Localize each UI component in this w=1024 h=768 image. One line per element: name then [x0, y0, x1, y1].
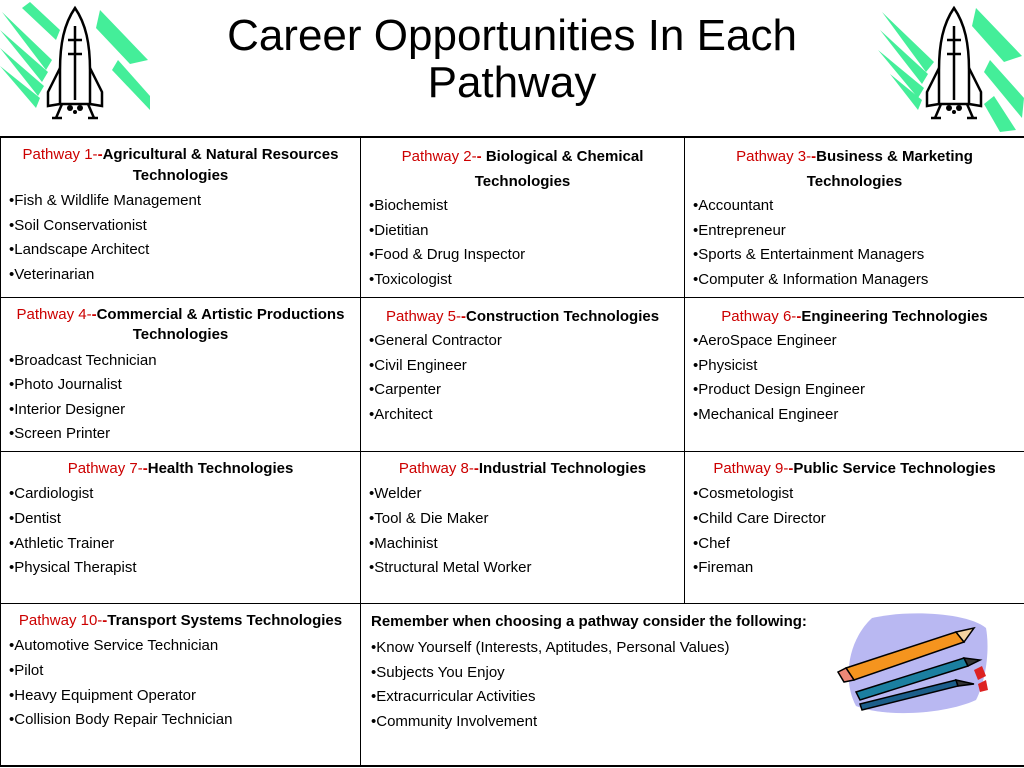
table-row: [1, 297, 1024, 451]
career-item: •Automotive Service Technician: [9, 637, 219, 655]
pathway-name: Construction Technologies: [465, 307, 660, 325]
career-item: •Dietitian: [369, 221, 429, 239]
career-item: •Fish & Wildlife Management: [9, 192, 201, 209]
career-item: •Mechanical Engineer: [693, 405, 839, 423]
pathway-number: Pathway 9--: [713, 459, 794, 477]
career-item: •Veterinarian: [9, 265, 95, 283]
space-shuttle-icon: [0, 0, 150, 135]
pathway-name: Agricultural & Natural Resources Technologies: [102, 146, 339, 184]
career-item: •Interior Designer: [9, 400, 126, 418]
career-item: •Food & Drug Inspector: [369, 246, 526, 264]
career-item: •Biochemist: [369, 197, 448, 215]
career-item: •Civil Engineer: [369, 356, 467, 374]
pathway-name: Engineering Technologies: [801, 307, 988, 325]
career-item: •Dentist: [9, 510, 61, 528]
career-item: •Child Care Director: [693, 510, 826, 528]
pathway-title: [693, 305, 1016, 330]
career-item: •Physicist: [693, 356, 758, 374]
pathway-title: [693, 145, 1016, 194]
pathway-number: Pathway 8--: [398, 459, 479, 477]
career-item: •Athletic Trainer: [9, 534, 115, 552]
career-item: •Physical Therapist: [9, 559, 137, 577]
career-item: •Chef: [693, 534, 730, 552]
pencils-icon: [836, 610, 992, 720]
pathway-name: Public Service Technologies: [793, 459, 996, 477]
career-item: •Screen Printer: [9, 425, 111, 443]
pathway-number: Pathway 2--: [401, 148, 482, 165]
career-item: •Cosmetologist: [693, 485, 794, 503]
pathway-number: Pathway 10--: [18, 611, 108, 629]
pathway-title: [9, 611, 352, 632]
pathway-name: Business & Marketing Technologies: [806, 148, 973, 190]
career-item: •Heavy Equipment Operator: [9, 686, 197, 704]
pathway-name: Transport Systems Technologies: [107, 611, 343, 629]
pathway-title: [369, 305, 676, 330]
pathway-cell-4: [1, 297, 361, 451]
pathway-name: Biological & Chemical Technologies: [474, 148, 644, 190]
pathway-cell-6: [685, 297, 1024, 451]
pathway-cell-2: [361, 137, 685, 297]
career-item: •Fireman: [693, 559, 754, 577]
career-item: •Computer & Information Managers: [693, 270, 929, 288]
career-item: •AeroSpace Engineer: [693, 332, 837, 350]
pathway-cell-5: [361, 297, 685, 451]
pathway-number: Pathway 1--: [22, 146, 103, 163]
pathway-title: [369, 459, 676, 480]
career-item: •Pilot: [9, 662, 44, 680]
career-item: •Broadcast Technician: [9, 351, 157, 369]
pathway-name: Industrial Technologies: [478, 459, 647, 477]
pathway-title: [369, 145, 676, 194]
career-item: •Welder: [369, 485, 422, 503]
slide-title: Career Opportunities In Each Pathway: [227, 11, 797, 107]
table-row: [1, 451, 1024, 603]
pathway-cell-8: [361, 451, 685, 603]
consider-item: •Community Involvement: [371, 712, 538, 730]
career-item: •Toxicologist: [369, 270, 452, 288]
career-item: •Product Design Engineer: [693, 381, 866, 399]
table-row: [1, 137, 1024, 297]
pathway-title: [9, 145, 352, 186]
pathway-cell-10: [1, 603, 361, 766]
career-item: •Cardiologist: [9, 485, 94, 503]
pathway-name: Commercial & Artistic Productions Technologies: [96, 305, 345, 344]
career-item: •Tool & Die Maker: [369, 510, 489, 528]
pathway-cell-1: [1, 137, 361, 297]
career-item: •Entrepreneur: [693, 221, 786, 239]
career-item: •Machinist: [369, 534, 438, 552]
career-item: •Collision Body Repair Technician: [9, 711, 233, 729]
career-item: •Photo Journalist: [9, 376, 122, 394]
consider-item: •Know Yourself (Interests, Aptitudes, Personal Values): [371, 638, 730, 656]
space-shuttle-icon: [876, 0, 1024, 135]
career-item: •Architect: [369, 405, 433, 423]
pathway-title: [9, 459, 352, 480]
career-item: •Carpenter: [369, 381, 441, 399]
consider-item: •Subjects You Enjoy: [371, 663, 505, 681]
career-item: •Sports & Entertainment Managers: [693, 246, 925, 264]
career-item: •Structural Metal Worker: [369, 559, 532, 577]
career-item: •Accountant: [693, 197, 774, 215]
pathway-title: [9, 305, 352, 346]
pathway-cell-7: [1, 451, 361, 603]
pathway-number: Pathway 4--: [16, 305, 97, 323]
career-item: •Soil Conservationist: [9, 216, 147, 234]
pathway-number: Pathway 7--: [67, 459, 148, 477]
consider-item: •Extracurricular Activities: [371, 688, 536, 706]
career-item: •Landscape Architect: [9, 241, 150, 259]
remember-heading: Remember when choosing a pathway consider the following:: [371, 612, 807, 630]
pathway-cell-3: [685, 137, 1024, 297]
pathway-number: Pathway 3--: [736, 148, 817, 165]
pathway-number: Pathway 5--: [385, 307, 466, 325]
pathway-name: Health Technologies: [147, 459, 294, 477]
pathway-cell-9: [685, 451, 1024, 603]
pathway-title: [693, 459, 1016, 480]
pathway-number: Pathway 6--: [721, 307, 802, 325]
career-item: •General Contractor: [369, 332, 502, 350]
